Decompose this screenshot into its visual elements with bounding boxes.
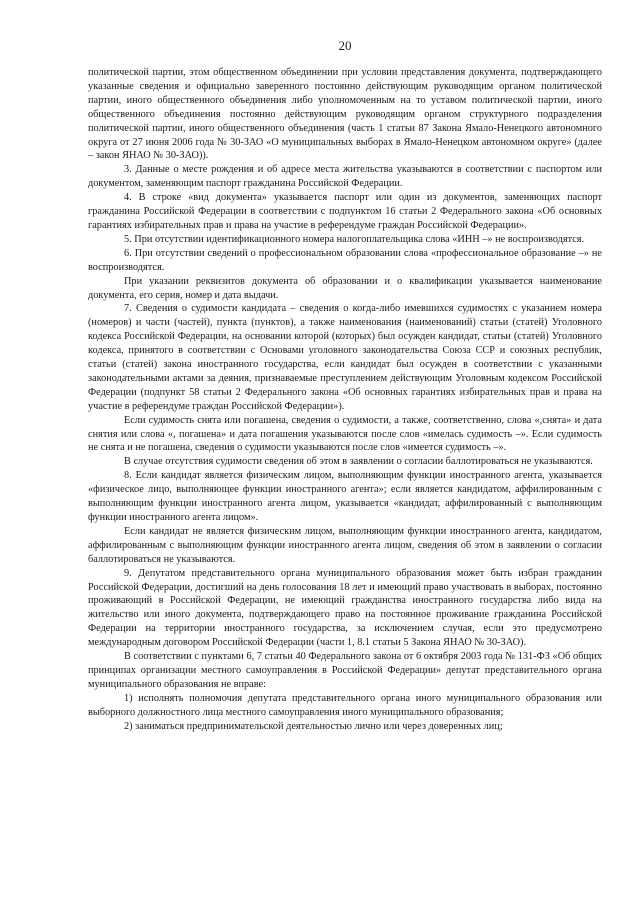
paragraph-no-conviction: В случае отсутствия судимости сведения об этом в заявлении о согласии баллотироваться не указываются. — [124, 456, 593, 468]
paragraph-item-7: 7. Сведения о судимости кандидата – сведения о когда-либо имевшихся судимостях с указанием номера (номеров) и части (частей), пункта (пунктов), а также наименования (наименований) статьи (статей) Уголовного кодекса Российской Федерации, на основании которой (которых) был осужден кандидат, статьи (статей) Уголовного кодекса, принятого в соответствии с Основами уголовного законодательства Союза ССР и союзных республик, статьи (статей) закона иностранного государства, если кандидат был осужден в соответствии с указанными законодательными актами за деяния, признаваемые преступлением действующим Уголовным кодексом Российской Федерации (подпункт 58 статьи 2 Федерального закона «Об основных гарантиях избирательных прав и права на участие в референдуме граждан Российской Федерации»). — [88, 303, 602, 412]
paragraph-item-8: 8. Если кандидат является физическим лицом, выполняющим функции иностранного агента, указывается «физическое лицо, выполняющее функции иностранного агента»; если является кандидатом, аффилированным с выполняющим функции иностранного агента лицом, указывается «кандидат, аффилированный с выполняющим функции иностранного агента лицом». — [88, 470, 602, 523]
paragraph-item-3: 3. Данные о месте рождения и об адресе места жительства указываются в соответствии с паспортом или документом, заменяющим паспорт гражданина Российской Федерации. — [88, 164, 602, 190]
paragraph-restriction-2: 2) заниматься предпринимательской деятельностью лично или через доверенных лиц; — [124, 720, 503, 732]
document-body — [88, 66, 602, 734]
paragraph-restrictions-intro: В соответствии с пунктами 6, 7 статьи 40 Федерального закона от 6 октября 2003 года № 131-ФЗ «Об общих принципах организации местного самоуправления в Российской Федерации» депутат представительного органа муниципального образования не вправе: — [88, 651, 602, 690]
paragraph-not-foreign-agent: Если кандидат не является физическим лицом, выполняющим функции иностранного агента, кандидатом, аффилированным с выполняющим функции иностранного агента лицом, сведения об этом в заявлении о согласии баллотироваться не указываются. — [88, 525, 602, 565]
paragraph-continuation: политической партии, этом общественном объединении при условии представления документа, подтверждающего указанные сведения и официально заверенного постоянно действующим руководящим органом политической партии, иного общественного объединения либо уполномоченным на то уставом политической партии, иного общественного объединения постоянно действующим руководящим органом структурного подразделения политической партии, иного общественного объединения (часть 1 статьи 87 Закона Ямало-Ненецкого автономного округа от 27 июня 2006 года № 30-ЗАО «О муниципальных выборах в Ямало-Ненецком автономном округе» (далее – закон ЯНАО № 30-ЗАО)). — [88, 67, 602, 162]
paragraph-item-6: 6. При отсутствии сведений о профессиональном образовании слова «профессиональное образование –» не воспроизводятся. — [88, 247, 602, 273]
paragraph-item-4: 4. В строке «вид документа» указывается паспорт или один из документов, заменяющих паспорт гражданина Российской Федерации в соответствии с подпунктом 16 статьи 2 Федерального закона «Об основных гарантиях избирательных прав и права на участие в референдуме граждан Российской Федерации». — [88, 192, 602, 231]
page-number: 20 — [338, 38, 352, 53]
paragraph-conviction-removed: Если судимость снята или погашена, сведения о судимости, а также, соответственно, слова «,снята» и дата снятия или слова «, погашена» и дата погашения указываются после слов «имелась судимость –». Если судимость не снята и не погашена, сведения о судимости указываются после слов «имеется судимость –». — [88, 414, 602, 454]
paragraph-restriction-1: 1) исполнять полномочия депутата представительного органа иного муниципального образования или выборного должностного лица местного самоуправления иного муниципального образования; — [88, 692, 602, 718]
paragraph-item-9: 9. Депутатом представительного органа муниципального образования может быть избран гражданин Российской Федерации, достигший на день голосования 18 лет и имеющий право участвовать в выборах, постоянно проживающий в Российской Федерации, не имеющий гражданства иностранного государства либо вида на жительство или иного документа, подтверждающего право на постоянное проживание гражданина Российской Федерации на территории иностранного государства, за исключением случая, если это предусмотрено международным договором Российской Федерации (части 1, 8.1 статьи 5 Закона ЯНАО № 30-ЗАО). — [88, 567, 602, 649]
paragraph-education-details: При указании реквизитов документа об образовании и о квалификации указывается наименование документа, его серия, номер и дата выдачи. — [88, 275, 602, 301]
paragraph-item-5: 5. При отсутствии идентификационного номера налогоплательщика слова «ИНН –» не воспроизводятся. — [124, 233, 585, 245]
